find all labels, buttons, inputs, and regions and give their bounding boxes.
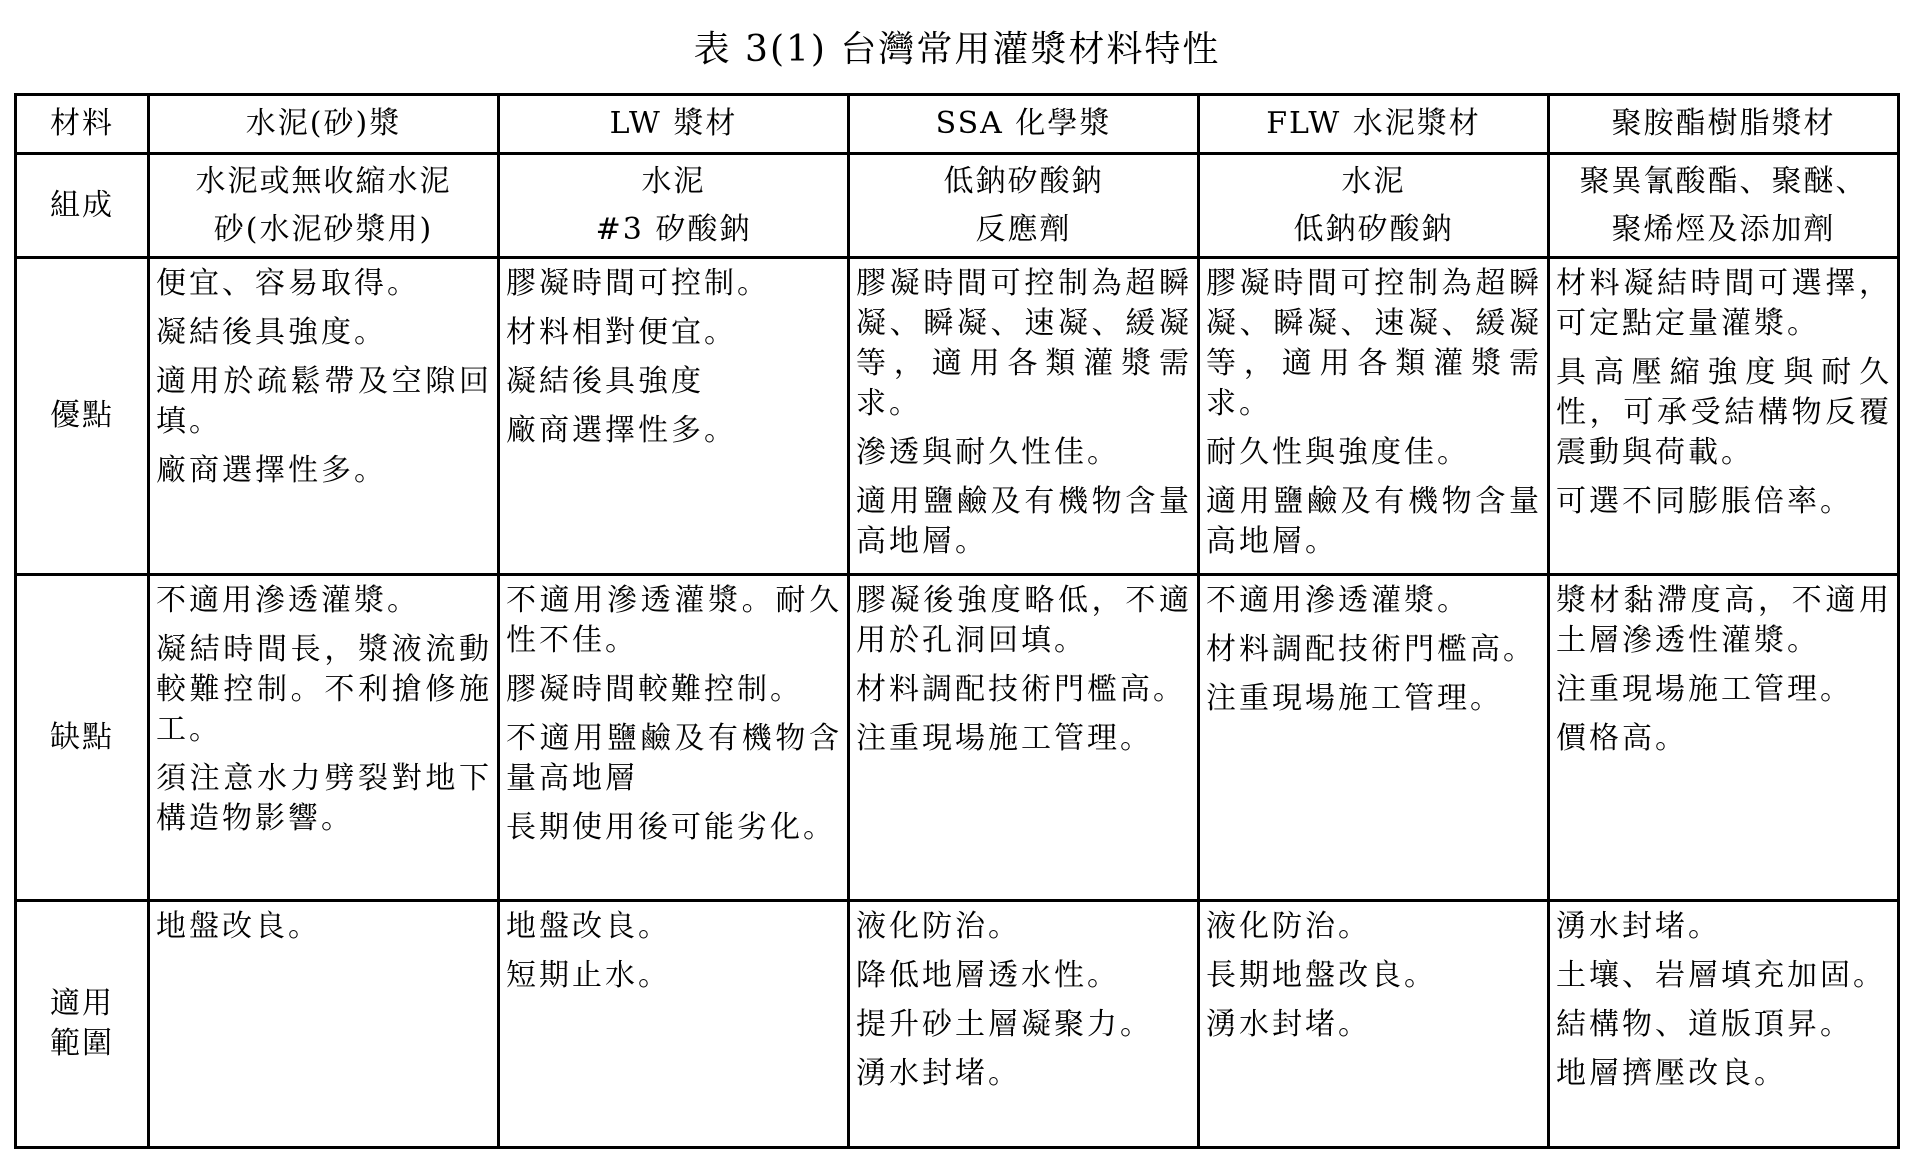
scope-row bbox=[16, 901, 1899, 1148]
cell-item: 須注意水力劈裂對地下構造物影響。 bbox=[156, 761, 492, 836]
scope-cell bbox=[149, 901, 499, 1148]
cell-item: 結構物、道版頂昇。 bbox=[1556, 1007, 1853, 1042]
table-title: 表 3(1) 台灣常用灌漿材料特性 bbox=[693, 29, 1221, 70]
cell-item: 土壤、岩層填充加固。 bbox=[1556, 958, 1886, 993]
composition-line: 水泥或無收縮水泥 bbox=[195, 163, 452, 199]
cell-item: 液化防治。 bbox=[1206, 909, 1371, 944]
cell-item: 湧水封堵。 bbox=[1556, 909, 1721, 944]
disadvantages-row bbox=[16, 575, 1899, 901]
cell-item: 注重現場施工管理。 bbox=[1556, 672, 1853, 707]
scope-cell bbox=[499, 901, 849, 1148]
cell-item: 長期使用後可能劣化。 bbox=[506, 810, 836, 845]
cell-item: 廠商選擇性多。 bbox=[506, 413, 737, 448]
advantages-cell bbox=[1549, 258, 1899, 575]
composition-line: 低鈉矽酸鈉 bbox=[943, 163, 1104, 199]
cell-item: 不適用滲透灌漿。 bbox=[1206, 583, 1470, 618]
scope-cell bbox=[1199, 901, 1549, 1148]
row-label-advantages: 優點 bbox=[16, 258, 149, 575]
composition-line: 水泥 bbox=[641, 163, 706, 199]
disadvantages-cell bbox=[849, 575, 1199, 901]
header-ssa: SSA 化學漿 bbox=[849, 95, 1199, 154]
cell-item: 凝結後具強度 bbox=[506, 364, 704, 399]
composition-cell bbox=[1199, 154, 1549, 258]
cell-item: 注重現場施工管理。 bbox=[856, 721, 1153, 756]
cell-item: 地層擠壓改良。 bbox=[1556, 1056, 1787, 1091]
cell-item: 不適用滲透灌漿。耐久性不佳。 bbox=[506, 583, 842, 658]
header-cement-mortar: 水泥(砂)漿 bbox=[149, 95, 499, 154]
cell-item: 耐久性與強度佳。 bbox=[1206, 435, 1470, 470]
cell-item: 膠凝時間可控制為超瞬凝、瞬凝、速凝、緩凝等，適用各類灌漿需求。 bbox=[856, 266, 1192, 421]
scope-cell bbox=[849, 901, 1199, 1148]
cell-item: 膠凝時間可控制為超瞬凝、瞬凝、速凝、緩凝等，適用各類灌漿需求。 bbox=[1206, 266, 1542, 421]
cell-item: 短期止水。 bbox=[506, 958, 671, 993]
composition-line: 水泥 bbox=[1341, 163, 1406, 199]
cell-item: 便宜、容易取得。 bbox=[156, 266, 420, 301]
cell-item: 凝結時間長，漿液流動較難控制。不利搶修施工。 bbox=[156, 632, 492, 747]
advantages-cell bbox=[1199, 258, 1549, 575]
composition-line: #3 矽酸鈉 bbox=[595, 211, 752, 247]
composition-row bbox=[16, 154, 1899, 258]
disadvantages-cell bbox=[499, 575, 849, 901]
advantages-cell bbox=[149, 258, 499, 575]
cell-item: 具高壓縮強度與耐久性，可承受結構物反覆震動與荷載。 bbox=[1556, 355, 1892, 470]
cell-item: 材料調配技術門檻高。 bbox=[1206, 632, 1536, 667]
composition-cell bbox=[499, 154, 849, 258]
cell-item: 長期地盤改良。 bbox=[1206, 958, 1437, 993]
grout-material-table bbox=[14, 93, 1900, 1149]
scope-label-line-1: 適用 bbox=[50, 986, 114, 1021]
cell-item: 注重現場施工管理。 bbox=[1206, 681, 1503, 716]
cell-item: 膠凝後強度略低，不適用於孔洞回填。 bbox=[856, 583, 1192, 658]
disadvantages-cell bbox=[1199, 575, 1549, 901]
composition-line: 低鈉矽酸鈉 bbox=[1293, 211, 1454, 247]
cell-item: 材料凝結時間可選擇，可定點定量灌漿。 bbox=[1556, 266, 1892, 341]
cell-item: 不適用鹽鹼及有機物含量高地層 bbox=[506, 721, 842, 796]
header-flw: FLW 水泥漿材 bbox=[1199, 95, 1549, 154]
cell-item: 湧水封堵。 bbox=[1206, 1007, 1371, 1042]
cell-item: 漿材黏滯度高，不適用土層滲透性灌漿。 bbox=[1556, 583, 1892, 658]
composition-line: 砂(水泥砂漿用) bbox=[213, 211, 434, 247]
cell-item: 材料調配技術門檻高。 bbox=[856, 672, 1186, 707]
composition-cell bbox=[149, 154, 499, 258]
header-label: 材料 bbox=[16, 95, 149, 154]
cell-item: 可選不同膨脹倍率。 bbox=[1556, 484, 1853, 519]
cell-item: 材料相對便宜。 bbox=[506, 315, 737, 350]
scope-cell bbox=[1549, 901, 1899, 1148]
advantages-cell bbox=[499, 258, 849, 575]
disadvantages-cell bbox=[149, 575, 499, 901]
cell-item: 適用於疏鬆帶及空隙回填。 bbox=[156, 364, 492, 439]
cell-item: 降低地層透水性。 bbox=[856, 958, 1120, 993]
cell-item: 不適用滲透灌漿。 bbox=[156, 583, 420, 618]
cell-item: 湧水封堵。 bbox=[856, 1056, 1021, 1091]
composition-line: 反應劑 bbox=[975, 211, 1072, 247]
scope-label-line-2: 範圍 bbox=[50, 1026, 114, 1061]
row-label-scope bbox=[16, 901, 149, 1148]
cell-item: 滲透與耐久性佳。 bbox=[856, 435, 1120, 470]
cell-item: 適用鹽鹼及有機物含量高地層。 bbox=[856, 484, 1192, 559]
header-polyurethane: 聚胺酯樹脂漿材 bbox=[1549, 95, 1899, 154]
row-label-composition: 組成 bbox=[16, 154, 149, 258]
row-label-disadvantages: 缺點 bbox=[16, 575, 149, 901]
advantages-cell bbox=[849, 258, 1199, 575]
cell-item: 地盤改良。 bbox=[506, 909, 671, 944]
cell-item: 廠商選擇性多。 bbox=[156, 453, 387, 488]
cell-item: 適用鹽鹼及有機物含量高地層。 bbox=[1206, 484, 1542, 559]
cell-item: 液化防治。 bbox=[856, 909, 1021, 944]
cell-item: 提升砂土層凝聚力。 bbox=[856, 1007, 1153, 1042]
cell-item: 膠凝時間可控制。 bbox=[506, 266, 770, 301]
disadvantages-cell bbox=[1549, 575, 1899, 901]
advantages-row bbox=[16, 258, 1899, 575]
composition-cell bbox=[849, 154, 1199, 258]
cell-item: 地盤改良。 bbox=[156, 909, 321, 944]
cell-item: 價格高。 bbox=[1556, 721, 1688, 756]
cell-item: 凝結後具強度。 bbox=[156, 315, 387, 350]
composition-line: 聚烯烴及添加劑 bbox=[1611, 211, 1836, 247]
composition-cell bbox=[1549, 154, 1899, 258]
header-lw: LW 漿材 bbox=[499, 95, 849, 154]
composition-line: 聚異氰酸酯、聚醚、 bbox=[1579, 163, 1868, 199]
header-row bbox=[16, 95, 1899, 154]
cell-item: 膠凝時間較難控制。 bbox=[506, 672, 803, 707]
